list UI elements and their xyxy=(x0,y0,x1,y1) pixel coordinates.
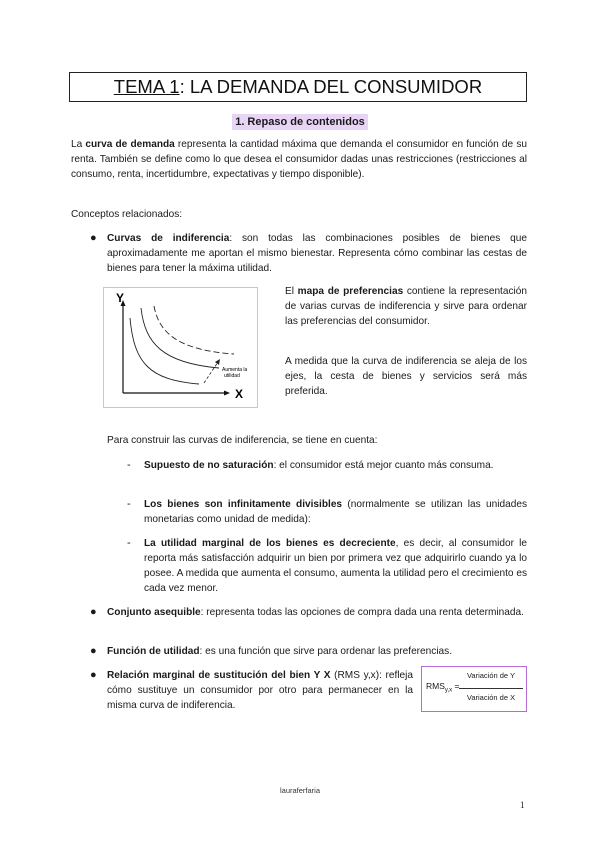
mapa-text: contiene la representación de varias curvas de indiferencia y sirve para ordenar las preferencias del consumidor. xyxy=(285,286,527,327)
indifference-map-chart xyxy=(104,288,259,409)
title-topic-number: TEMA 1 xyxy=(113,76,180,97)
item-decreciente xyxy=(144,536,527,596)
definition-funcion-utilidad: : es una función que sirve para ordenar las preferencias. xyxy=(199,646,453,657)
indifference-curve-3 xyxy=(154,306,234,354)
term-conjunto-asequible: Conjunto asequible xyxy=(107,607,201,618)
intro-pre: La xyxy=(71,139,86,150)
mapa-pre: El xyxy=(285,286,298,297)
definition-no-saturacion: : el consumidor está mejor cuanto más consuma. xyxy=(273,460,494,471)
annotation-line-1: Aumenta la xyxy=(222,367,248,373)
dash-marker: - xyxy=(127,498,131,510)
bullet-curvas-indiferencia xyxy=(107,231,527,276)
indifference-curve-2 xyxy=(141,308,219,368)
rms-formula xyxy=(421,666,527,712)
formula-numerator: Variación de Y xyxy=(466,671,516,680)
definition-divisibles: (normalmente se utilizan las unidades monetarias como unidad de medida): xyxy=(144,499,527,525)
item-divisibles xyxy=(144,497,527,527)
term-mapa-preferencias: mapa de preferencias xyxy=(297,286,404,297)
page-number: 1 xyxy=(520,800,525,810)
x-axis-label: X xyxy=(235,387,244,401)
formula-equals: = xyxy=(454,681,460,691)
mapa-preferencias-paragraph xyxy=(285,284,527,329)
term-funcion-utilidad: Función de utilidad xyxy=(107,646,200,657)
bullet-dot: ● xyxy=(90,669,97,681)
dash-marker: - xyxy=(127,537,131,549)
utility-arrow-head xyxy=(215,359,220,365)
section-heading xyxy=(0,112,600,130)
intro-term: curva de demanda xyxy=(85,139,175,150)
x-axis-arrow xyxy=(224,391,230,396)
bullet-dot: ● xyxy=(90,232,97,244)
bullet-dot: ● xyxy=(90,645,97,657)
term-decreciente: La utilidad marginal de los bienes es decreciente xyxy=(144,538,396,549)
concepts-label: Conceptos relacionados: xyxy=(71,209,183,220)
bullet-funcion-utilidad xyxy=(107,644,527,659)
term-no-saturacion: Supuesto de no saturación xyxy=(144,460,274,471)
formula-lhs xyxy=(426,681,459,694)
definition-rms: (RMS y,x): refleja cómo sustituye un consumidor por otro para permanecer en la misma curva de indiferencia. xyxy=(107,670,413,711)
term-divisibles: Los bienes son infinitamente divisibles xyxy=(144,499,343,510)
footer-author: lauraferfaria xyxy=(279,786,321,795)
intro-paragraph xyxy=(71,137,527,182)
indifference-curve-1 xyxy=(130,318,199,384)
definition-conjunto-asequible: : representa todas las opciones de compra dada una renta determinada. xyxy=(200,607,524,618)
term-curvas-indiferencia: Curvas de indiferencia xyxy=(107,233,230,244)
bullet-dot: ● xyxy=(90,606,97,618)
formula-rms-symbol: RMS xyxy=(426,681,445,691)
construir-paragraph: Para construir las curvas de indiferencia, se tiene en cuenta: xyxy=(107,435,378,446)
alejamiento-paragraph: A medida que la curva de indiferencia se aleja de los ejes, la cesta de bienes y servicios será más preferida. xyxy=(285,356,527,397)
item-no-saturacion xyxy=(144,458,527,473)
intro-text: representa la cantidad máxima que demanda el consumidor en función de su renta. También se define como lo que desea el consumidor dadas unas restricciones (restricciones al consumo, renta, incertidumbre, expectativas y tiempo disponible). xyxy=(71,139,527,180)
dash-marker: - xyxy=(127,459,131,471)
y-axis-label: Y xyxy=(115,291,125,305)
definition-curvas-indiferencia: : son todas las combinaciones posibles de bienes que aproximadamente me aportan el mismo bienestar. Representa cómo combinar las cestas de bienes para tener la máxima utilidad. xyxy=(107,233,527,274)
indifference-map-figure xyxy=(103,287,258,408)
formula-denominator: Variación de X xyxy=(466,693,516,702)
document-title xyxy=(69,72,527,102)
utility-direction-arrow xyxy=(204,362,218,383)
formula-fraction-bar xyxy=(459,688,523,689)
formula-rms-subscript: y,x xyxy=(444,687,453,694)
bullet-conjunto-asequible xyxy=(107,605,527,620)
definition-decreciente: , es decir, al consumidor le reporta más satisfacción adquirir un bien por primera vez que adquirirlo cuando ya lo posee. A medida que aumenta el consumo, aumenta la utilidad pero el crecimiento es cada vez menor. xyxy=(144,538,527,594)
term-rms: Relación marginal de sustitución del bien Y X xyxy=(107,670,331,681)
title-topic-name: : LA DEMANDA DEL CONSUMIDOR xyxy=(179,76,483,97)
bullet-rms xyxy=(107,668,413,713)
section-heading-text: 1. Repaso de contenidos xyxy=(232,114,368,130)
annotation-line-2: utilidad xyxy=(224,373,240,379)
